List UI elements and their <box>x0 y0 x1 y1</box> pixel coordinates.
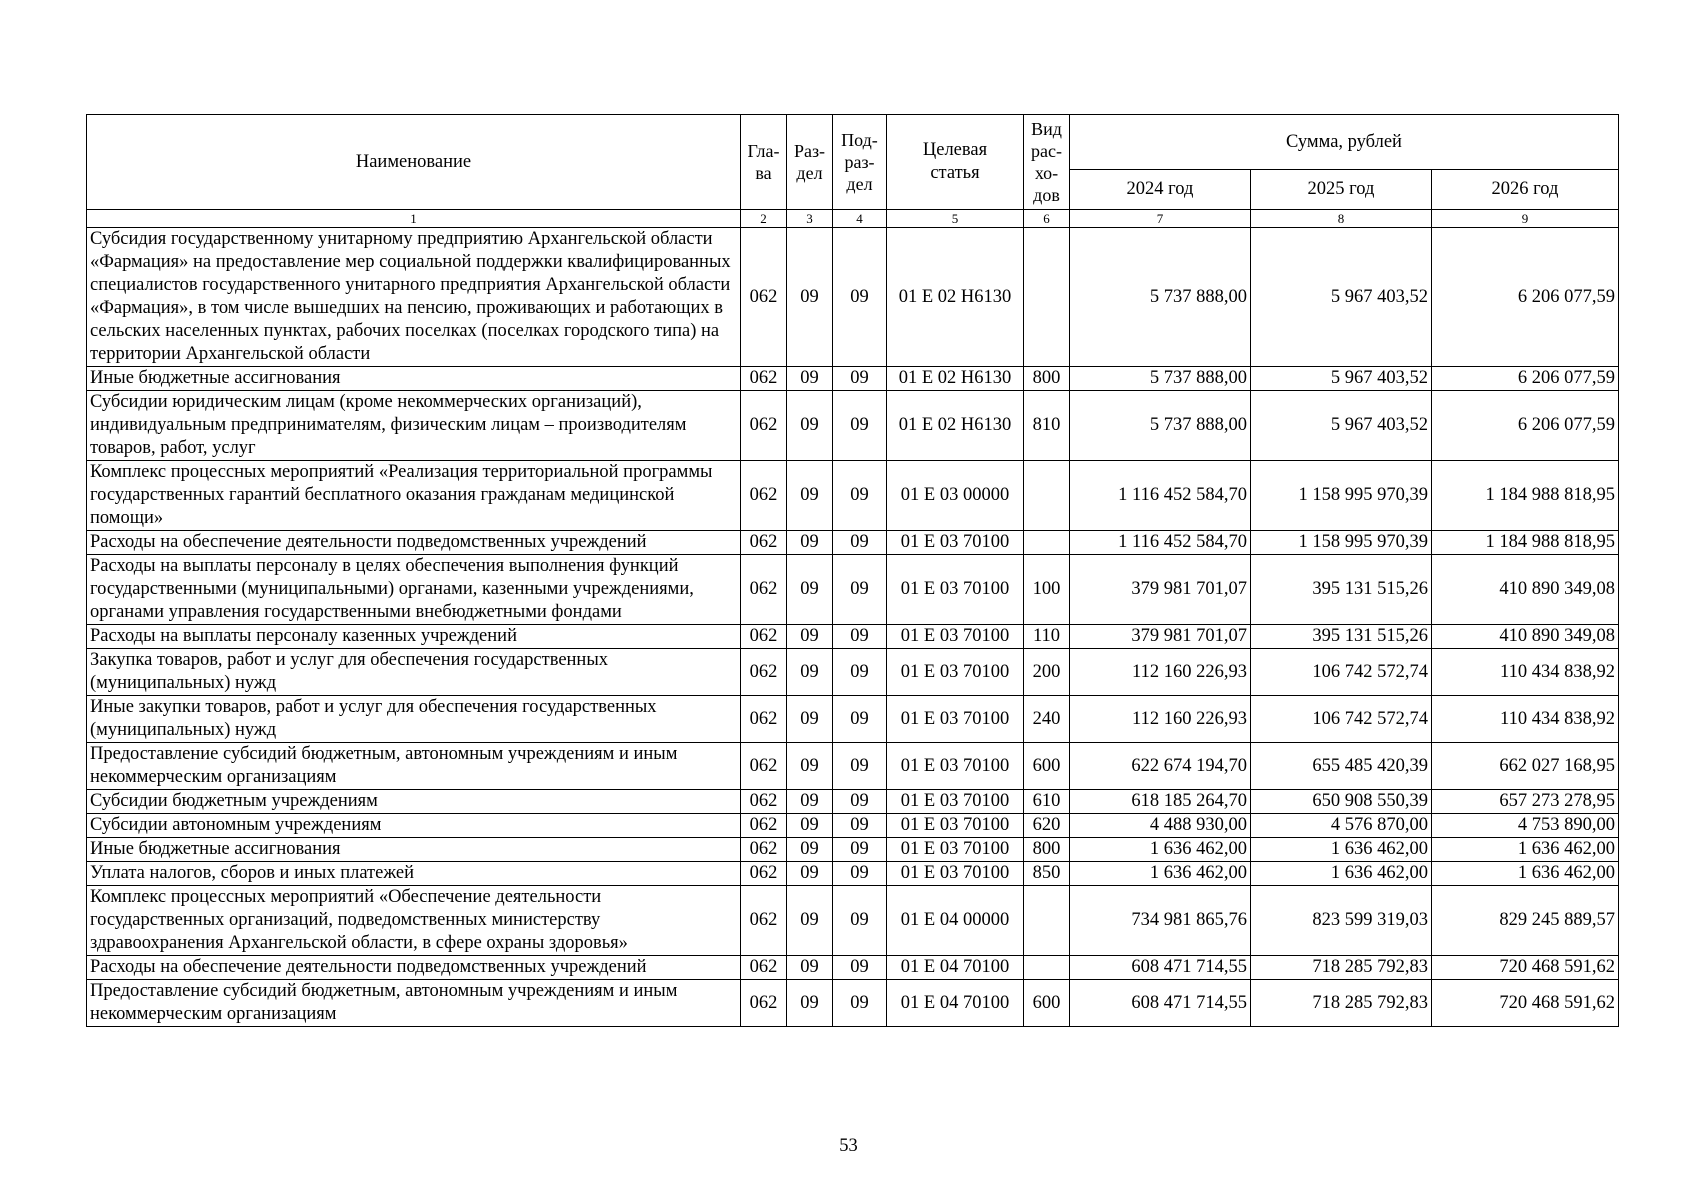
row-podrazdel: 09 <box>833 814 887 838</box>
row-glava: 062 <box>741 838 787 862</box>
row-expense-type <box>1024 531 1070 555</box>
header-target <box>887 115 1024 210</box>
row-sum-2024: 618 185 264,70 <box>1070 790 1251 814</box>
row-glava: 062 <box>741 228 787 367</box>
row-expense-type <box>1024 228 1070 367</box>
row-podrazdel: 09 <box>833 531 887 555</box>
header-vid <box>1024 115 1070 210</box>
row-sum-2024: 608 471 714,55 <box>1070 980 1251 1027</box>
header-year-2025: 2025 год <box>1251 170 1432 210</box>
row-target-article: 01 Е 03 70100 <box>887 696 1024 743</box>
row-razdel: 09 <box>787 886 833 956</box>
row-glava: 062 <box>741 814 787 838</box>
row-target-article: 01 Е 02 Н6130 <box>887 228 1024 367</box>
row-target-article: 01 Е 04 70100 <box>887 956 1024 980</box>
row-razdel: 09 <box>787 980 833 1027</box>
row-sum-2025: 1 158 995 970,39 <box>1251 531 1432 555</box>
header-year-2024: 2024 год <box>1070 170 1251 210</box>
row-sum-2024: 379 981 701,07 <box>1070 625 1251 649</box>
table-row <box>87 228 1619 367</box>
row-glava: 062 <box>741 743 787 790</box>
row-sum-2024: 608 471 714,55 <box>1070 956 1251 980</box>
row-expense-type: 110 <box>1024 625 1070 649</box>
row-podrazdel: 09 <box>833 886 887 956</box>
row-sum-2025: 823 599 319,03 <box>1251 886 1432 956</box>
header-podrazdel-text: Под- раз- дел <box>841 130 878 194</box>
row-glava: 062 <box>741 956 787 980</box>
row-sum-2024: 1 636 462,00 <box>1070 862 1251 886</box>
column-number: 2 <box>741 210 787 228</box>
row-name: Комплекс процессных мероприятий «Обеспечение деятельности государственных организаций, подведомственных министерству здравоохранения Архангельской области, в сфере охраны здоровья» <box>87 886 741 956</box>
row-expense-type <box>1024 956 1070 980</box>
row-sum-2024: 1 116 452 584,70 <box>1070 461 1251 531</box>
row-razdel: 09 <box>787 838 833 862</box>
row-sum-2024: 5 737 888,00 <box>1070 228 1251 367</box>
row-sum-2025: 718 285 792,83 <box>1251 980 1432 1027</box>
column-number: 8 <box>1251 210 1432 228</box>
row-glava: 062 <box>741 461 787 531</box>
row-name: Иные закупки товаров, работ и услуг для обеспечения государственных (муниципальных) нужд <box>87 696 741 743</box>
row-name: Субсидии автономным учреждениям <box>87 814 741 838</box>
row-sum-2026: 6 206 077,59 <box>1432 367 1619 391</box>
table-row <box>87 862 1619 886</box>
table-row <box>87 696 1619 743</box>
row-sum-2026: 1 184 988 818,95 <box>1432 531 1619 555</box>
header-vid-text: Вид рас- хо- дов <box>1031 119 1062 205</box>
row-razdel: 09 <box>787 531 833 555</box>
row-podrazdel: 09 <box>833 696 887 743</box>
header-razdel <box>787 115 833 210</box>
table-row <box>87 555 1619 625</box>
row-expense-type: 100 <box>1024 555 1070 625</box>
row-sum-2026: 6 206 077,59 <box>1432 391 1619 461</box>
header-year-2026: 2026 год <box>1432 170 1619 210</box>
row-sum-2026: 1 636 462,00 <box>1432 862 1619 886</box>
table-row <box>87 391 1619 461</box>
row-sum-2026: 1 184 988 818,95 <box>1432 461 1619 531</box>
table-row <box>87 649 1619 696</box>
row-name: Расходы на обеспечение деятельности подведомственных учреждений <box>87 531 741 555</box>
column-number: 5 <box>887 210 1024 228</box>
row-glava: 062 <box>741 625 787 649</box>
row-name: Иные бюджетные ассигнования <box>87 838 741 862</box>
row-sum-2026: 6 206 077,59 <box>1432 228 1619 367</box>
table-row <box>87 367 1619 391</box>
row-razdel: 09 <box>787 814 833 838</box>
row-podrazdel: 09 <box>833 862 887 886</box>
row-razdel: 09 <box>787 649 833 696</box>
column-number: 4 <box>833 210 887 228</box>
row-razdel: 09 <box>787 790 833 814</box>
row-sum-2024: 379 981 701,07 <box>1070 555 1251 625</box>
row-sum-2026: 1 636 462,00 <box>1432 838 1619 862</box>
row-target-article: 01 Е 04 00000 <box>887 886 1024 956</box>
row-name: Расходы на выплаты персоналу в целях обеспечения выполнения функций государственными (муниципальными) органами, казенными учреждениями, органами управления государственными внебюджетными фондами <box>87 555 741 625</box>
row-podrazdel: 09 <box>833 980 887 1027</box>
row-podrazdel: 09 <box>833 743 887 790</box>
row-expense-type: 200 <box>1024 649 1070 696</box>
column-number: 1 <box>87 210 741 228</box>
row-sum-2025: 5 967 403,52 <box>1251 228 1432 367</box>
row-sum-2024: 112 160 226,93 <box>1070 649 1251 696</box>
row-sum-2024: 5 737 888,00 <box>1070 391 1251 461</box>
row-target-article: 01 Е 02 Н6130 <box>887 367 1024 391</box>
row-glava: 062 <box>741 862 787 886</box>
row-glava: 062 <box>741 367 787 391</box>
row-sum-2026: 410 890 349,08 <box>1432 555 1619 625</box>
row-sum-2026: 4 753 890,00 <box>1432 814 1619 838</box>
table-row <box>87 980 1619 1027</box>
row-podrazdel: 09 <box>833 956 887 980</box>
row-target-article: 01 Е 03 70100 <box>887 625 1024 649</box>
row-sum-2026: 110 434 838,92 <box>1432 696 1619 743</box>
row-podrazdel: 09 <box>833 649 887 696</box>
row-sum-2025: 395 131 515,26 <box>1251 625 1432 649</box>
row-sum-2025: 650 908 550,39 <box>1251 790 1432 814</box>
table-row <box>87 743 1619 790</box>
row-name: Субсидии бюджетным учреждениям <box>87 790 741 814</box>
row-glava: 062 <box>741 531 787 555</box>
row-razdel: 09 <box>787 228 833 367</box>
row-target-article: 01 Е 03 70100 <box>887 838 1024 862</box>
row-glava: 062 <box>741 391 787 461</box>
row-razdel: 09 <box>787 696 833 743</box>
row-sum-2025: 395 131 515,26 <box>1251 555 1432 625</box>
row-glava: 062 <box>741 649 787 696</box>
row-glava: 062 <box>741 696 787 743</box>
row-sum-2025: 5 967 403,52 <box>1251 367 1432 391</box>
column-number: 9 <box>1432 210 1619 228</box>
row-name: Субсидии юридическим лицам (кроме некоммерческих организаций), индивидуальным предпринимателям, физическим лицам – производителям товаров, работ, услуг <box>87 391 741 461</box>
row-sum-2024: 734 981 865,76 <box>1070 886 1251 956</box>
row-name: Уплата налогов, сборов и иных платежей <box>87 862 741 886</box>
row-name: Субсидия государственному унитарному предприятию Архангельской области «Фармация» на предоставление мер социальной поддержки квалифицированных специалистов государственного унитарного предприятия Архангельской области «Фармация», в том числе вышедших на пенсию, проживающих и работающих в сельских населенных пунктах, рабочих поселках (поселках городского типа) на территории Архангельской области <box>87 228 741 367</box>
row-sum-2025: 655 485 420,39 <box>1251 743 1432 790</box>
table-row <box>87 886 1619 956</box>
row-target-article: 01 Е 03 70100 <box>887 862 1024 886</box>
row-glava: 062 <box>741 886 787 956</box>
row-sum-2026: 720 468 591,62 <box>1432 956 1619 980</box>
row-target-article: 01 Е 03 70100 <box>887 790 1024 814</box>
row-glava: 062 <box>741 555 787 625</box>
row-sum-2026: 410 890 349,08 <box>1432 625 1619 649</box>
row-target-article: 01 Е 03 70100 <box>887 743 1024 790</box>
table-row <box>87 790 1619 814</box>
column-number-row <box>87 210 1619 228</box>
table-row <box>87 814 1619 838</box>
row-sum-2025: 5 967 403,52 <box>1251 391 1432 461</box>
row-razdel: 09 <box>787 743 833 790</box>
row-razdel: 09 <box>787 391 833 461</box>
row-name: Иные бюджетные ассигнования <box>87 367 741 391</box>
row-podrazdel: 09 <box>833 838 887 862</box>
row-glava: 062 <box>741 790 787 814</box>
row-expense-type: 240 <box>1024 696 1070 743</box>
row-expense-type: 850 <box>1024 862 1070 886</box>
header-name: Наименование <box>87 115 741 210</box>
row-name: Предоставление субсидий бюджетным, автономным учреждениям и иным некоммерческим организациям <box>87 743 741 790</box>
header-razdel-text: Раз- дел <box>793 141 826 183</box>
row-razdel: 09 <box>787 956 833 980</box>
row-sum-2024: 1 116 452 584,70 <box>1070 531 1251 555</box>
row-podrazdel: 09 <box>833 555 887 625</box>
row-sum-2024: 4 488 930,00 <box>1070 814 1251 838</box>
row-podrazdel: 09 <box>833 367 887 391</box>
row-target-article: 01 Е 03 70100 <box>887 555 1024 625</box>
page-number: 53 <box>839 1136 858 1156</box>
row-razdel: 09 <box>787 862 833 886</box>
header-glava <box>741 115 787 210</box>
row-sum-2025: 1 636 462,00 <box>1251 838 1432 862</box>
table-body <box>87 228 1619 1027</box>
row-sum-2024: 1 636 462,00 <box>1070 838 1251 862</box>
row-expense-type: 600 <box>1024 743 1070 790</box>
row-podrazdel: 09 <box>833 391 887 461</box>
table-row <box>87 956 1619 980</box>
row-sum-2025: 718 285 792,83 <box>1251 956 1432 980</box>
row-expense-type: 800 <box>1024 367 1070 391</box>
row-razdel: 09 <box>787 461 833 531</box>
row-name: Предоставление субсидий бюджетным, автономным учреждениям и иным некоммерческим организациям <box>87 980 741 1027</box>
row-name: Расходы на обеспечение деятельности подведомственных учреждений <box>87 956 741 980</box>
row-sum-2026: 829 245 889,57 <box>1432 886 1619 956</box>
table-row <box>87 625 1619 649</box>
row-expense-type: 800 <box>1024 838 1070 862</box>
row-podrazdel: 09 <box>833 790 887 814</box>
row-target-article: 01 Е 03 70100 <box>887 814 1024 838</box>
row-sum-2025: 106 742 572,74 <box>1251 696 1432 743</box>
row-sum-2026: 657 273 278,95 <box>1432 790 1619 814</box>
row-sum-2024: 622 674 194,70 <box>1070 743 1251 790</box>
column-number: 6 <box>1024 210 1070 228</box>
row-name: Комплекс процессных мероприятий «Реализация территориальной программы государственных гарантий бесплатного оказания гражданам медицинской помощи» <box>87 461 741 531</box>
header-glava-text: Гла- ва <box>747 141 780 183</box>
budget-table <box>86 114 1619 1027</box>
table-header <box>87 115 1619 228</box>
row-target-article: 01 Е 03 70100 <box>887 531 1024 555</box>
row-expense-type: 610 <box>1024 790 1070 814</box>
row-sum-2025: 1 158 995 970,39 <box>1251 461 1432 531</box>
row-target-article: 01 Е 02 Н6130 <box>887 391 1024 461</box>
header-target-text: Целевая статья <box>922 140 988 183</box>
row-target-article: 01 Е 03 70100 <box>887 649 1024 696</box>
row-expense-type: 600 <box>1024 980 1070 1027</box>
row-expense-type: 620 <box>1024 814 1070 838</box>
row-razdel: 09 <box>787 625 833 649</box>
row-podrazdel: 09 <box>833 461 887 531</box>
column-number: 7 <box>1070 210 1251 228</box>
row-name: Закупка товаров, работ и услуг для обеспечения государственных (муниципальных) нужд <box>87 649 741 696</box>
row-target-article: 01 Е 03 00000 <box>887 461 1024 531</box>
row-podrazdel: 09 <box>833 625 887 649</box>
row-sum-2026: 110 434 838,92 <box>1432 649 1619 696</box>
row-name: Расходы на выплаты персоналу казенных учреждений <box>87 625 741 649</box>
row-expense-type <box>1024 886 1070 956</box>
row-glava: 062 <box>741 980 787 1027</box>
row-sum-2025: 1 636 462,00 <box>1251 862 1432 886</box>
row-razdel: 09 <box>787 555 833 625</box>
row-podrazdel: 09 <box>833 228 887 367</box>
row-target-article: 01 Е 04 70100 <box>887 980 1024 1027</box>
row-sum-2024: 5 737 888,00 <box>1070 367 1251 391</box>
row-expense-type <box>1024 461 1070 531</box>
row-sum-2026: 662 027 168,95 <box>1432 743 1619 790</box>
table-row <box>87 461 1619 531</box>
row-razdel: 09 <box>787 367 833 391</box>
column-number: 3 <box>787 210 833 228</box>
row-sum-2024: 112 160 226,93 <box>1070 696 1251 743</box>
header-podrazdel <box>833 115 887 210</box>
row-sum-2025: 4 576 870,00 <box>1251 814 1432 838</box>
header-sum: Сумма, рублей <box>1070 115 1619 170</box>
row-expense-type: 810 <box>1024 391 1070 461</box>
table-row <box>87 531 1619 555</box>
row-sum-2026: 720 468 591,62 <box>1432 980 1619 1027</box>
row-sum-2025: 106 742 572,74 <box>1251 649 1432 696</box>
table-row <box>87 838 1619 862</box>
